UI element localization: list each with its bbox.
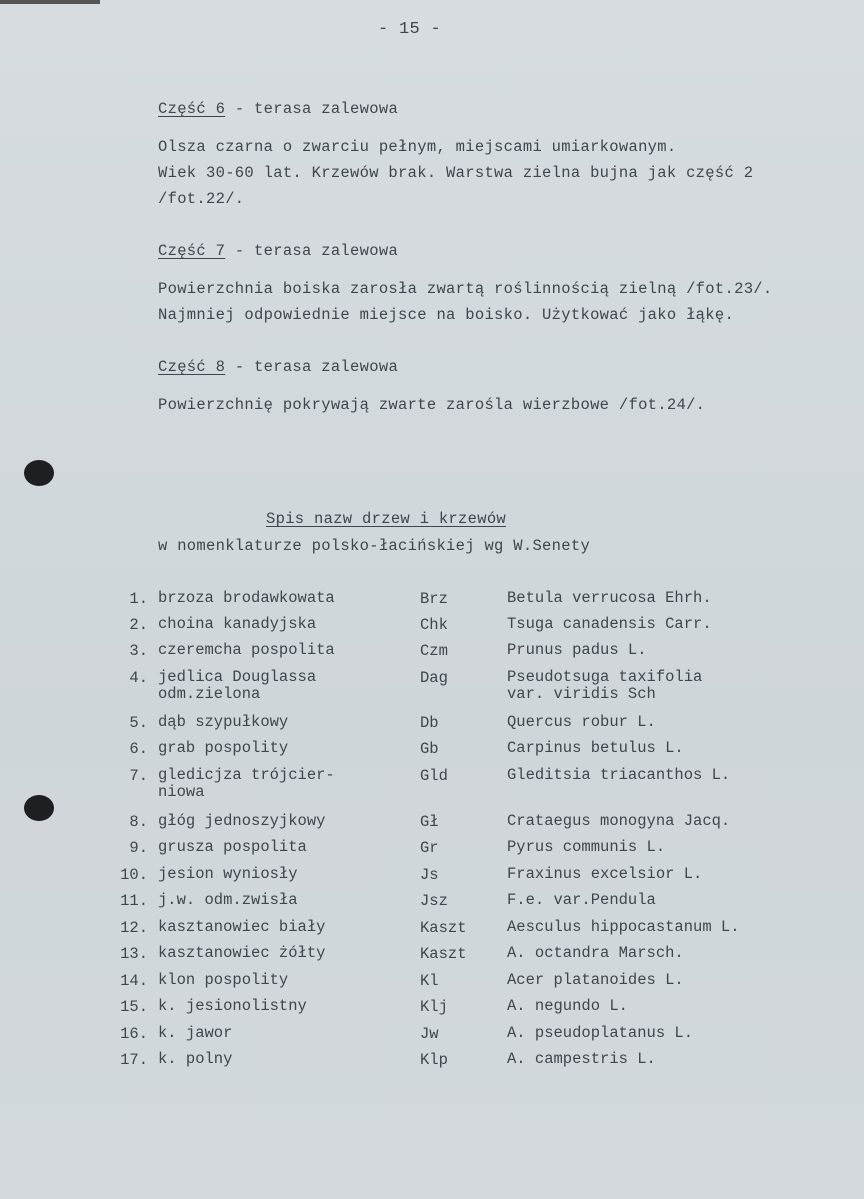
species-abbreviation: Gr bbox=[420, 839, 439, 857]
species-number: 9. bbox=[129, 839, 148, 857]
section-heading-rest: - terasa zalewowa bbox=[225, 242, 399, 260]
section-line: Powierzchnię pokrywają zwarte zarośla wierzbowe /fot.24/. bbox=[158, 396, 706, 414]
species-latin-name: A. negundo L. bbox=[507, 997, 628, 1015]
section-heading-rest: - terasa zalewowa bbox=[225, 358, 399, 376]
species-latin-name: Fraxinus excelsior L. bbox=[507, 865, 703, 883]
species-abbreviation: Jw bbox=[420, 1025, 439, 1043]
species-abbreviation: Dag bbox=[420, 669, 448, 687]
species-latin-name: Gleditsia triacanthos L. bbox=[507, 766, 731, 784]
species-abbreviation: Jsz bbox=[420, 892, 448, 910]
species-number: 11. bbox=[120, 892, 148, 910]
species-row bbox=[0, 1051, 864, 1091]
species-polish-name: jedlica Douglassa odm.zielona bbox=[158, 668, 317, 703]
species-abbreviation: Kaszt bbox=[420, 945, 467, 963]
species-row bbox=[0, 767, 864, 807]
scan-edge-mark bbox=[0, 0, 100, 4]
species-latin-name: A. campestris L. bbox=[507, 1050, 656, 1068]
species-number: 12. bbox=[120, 919, 148, 937]
species-polish-name: brzoza brodawkowata bbox=[158, 589, 335, 607]
section-heading bbox=[158, 100, 398, 118]
species-polish-name: kasztanowiec biały bbox=[158, 918, 326, 936]
species-abbreviation: Gld bbox=[420, 767, 448, 785]
species-abbreviation: Czm bbox=[420, 642, 448, 660]
species-latin-name: Prunus padus L. bbox=[507, 641, 647, 659]
section-line: /fot.22/. bbox=[158, 190, 245, 208]
species-row bbox=[0, 669, 864, 709]
species-polish-name: głóg jednoszyjkowy bbox=[158, 812, 326, 830]
species-latin-name: Betula verrucosa Ehrh. bbox=[507, 589, 712, 607]
punch-hole-upper bbox=[24, 460, 54, 486]
species-number: 17. bbox=[120, 1051, 148, 1069]
species-polish-name: czeremcha pospolita bbox=[158, 641, 335, 659]
section-line: Powierzchnia boiska zarosła zwartą roślinnością zielną /fot.23/. bbox=[158, 280, 773, 298]
species-abbreviation: Brz bbox=[420, 590, 448, 608]
section-line: Najmniej odpowiednie miejsce na boisko. Użytkować jako łąkę. bbox=[158, 306, 735, 324]
species-polish-name: grusza pospolita bbox=[158, 838, 307, 856]
species-number: 3. bbox=[129, 642, 148, 660]
species-number: 1. bbox=[129, 590, 148, 608]
page-number: - 15 - bbox=[378, 20, 442, 39]
species-polish-name: j.w. odm.zwisła bbox=[158, 891, 298, 909]
species-latin-name: F.e. var.Pendula bbox=[507, 891, 656, 909]
species-abbreviation: Js bbox=[420, 866, 439, 884]
species-abbreviation: Kaszt bbox=[420, 919, 467, 937]
section-heading-part: Część 6 bbox=[158, 100, 226, 118]
species-polish-name: k. jawor bbox=[158, 1024, 233, 1042]
species-polish-name: jesion wyniosły bbox=[158, 865, 298, 883]
species-polish-name: kasztanowiec żółty bbox=[158, 944, 326, 962]
species-latin-name: Quercus robur L. bbox=[507, 713, 656, 731]
species-latin-name: A. pseudoplatanus L. bbox=[507, 1024, 694, 1042]
species-polish-name: k. jesionolistny bbox=[158, 997, 307, 1015]
species-abbreviation: Klj bbox=[420, 998, 448, 1016]
section-line: Wiek 30-60 lat. Krzewów brak. Warstwa zielna bujna jak część 2 bbox=[158, 164, 754, 182]
species-abbreviation: Chk bbox=[420, 616, 448, 634]
species-number: 5. bbox=[129, 714, 148, 732]
species-number: 7. bbox=[129, 767, 148, 785]
species-polish-name: dąb szypułkowy bbox=[158, 713, 289, 731]
species-polish-name: choina kanadyjska bbox=[158, 615, 317, 633]
species-number: 15. bbox=[120, 998, 148, 1016]
species-latin-name: Pyrus communis L. bbox=[507, 838, 666, 856]
species-polish-name: k. polny bbox=[158, 1050, 233, 1068]
species-polish-name: gledicjza trójcier- niowa bbox=[158, 766, 335, 801]
species-polish-name: grab pospolity bbox=[158, 739, 289, 757]
species-abbreviation: Kl bbox=[420, 972, 439, 990]
species-abbreviation: Klp bbox=[420, 1051, 448, 1069]
section-heading-rest: - terasa zalewowa bbox=[225, 100, 399, 118]
species-latin-name: Carpinus betulus L. bbox=[507, 739, 684, 757]
species-latin-name: Tsuga canadensis Carr. bbox=[507, 615, 712, 633]
species-abbreviation: Gb bbox=[420, 740, 439, 758]
species-number: 16. bbox=[120, 1025, 148, 1043]
species-latin-name: Pseudotsuga taxifolia var. viridis Sch bbox=[507, 668, 703, 703]
section-line: Olsza czarna o zwarciu pełnym, miejscami umiarkowanym. bbox=[158, 138, 677, 156]
species-latin-name: A. octandra Marsch. bbox=[507, 944, 684, 962]
list-subtitle: w nomenklaturze polsko-łacińskiej wg W.Senety bbox=[158, 537, 591, 555]
species-number: 4. bbox=[129, 669, 148, 687]
species-latin-name: Aesculus hippocastanum L. bbox=[507, 918, 740, 936]
section-heading bbox=[158, 242, 398, 260]
species-abbreviation: Gł bbox=[420, 813, 439, 831]
species-number: 2. bbox=[129, 616, 148, 634]
species-number: 14. bbox=[120, 972, 148, 990]
section-heading bbox=[158, 358, 398, 376]
species-number: 10. bbox=[120, 866, 148, 884]
section-heading-part: Część 7 bbox=[158, 242, 226, 260]
list-title: Spis nazw drzew i krzewów bbox=[266, 510, 507, 528]
species-latin-name: Acer platanoides L. bbox=[507, 971, 684, 989]
species-abbreviation: Db bbox=[420, 714, 439, 732]
species-latin-name: Crataegus monogyna Jacq. bbox=[507, 812, 731, 830]
species-number: 6. bbox=[129, 740, 148, 758]
species-polish-name: klon pospolity bbox=[158, 971, 289, 989]
section-heading-part: Część 8 bbox=[158, 358, 226, 376]
species-number: 13. bbox=[120, 945, 148, 963]
species-number: 8. bbox=[129, 813, 148, 831]
